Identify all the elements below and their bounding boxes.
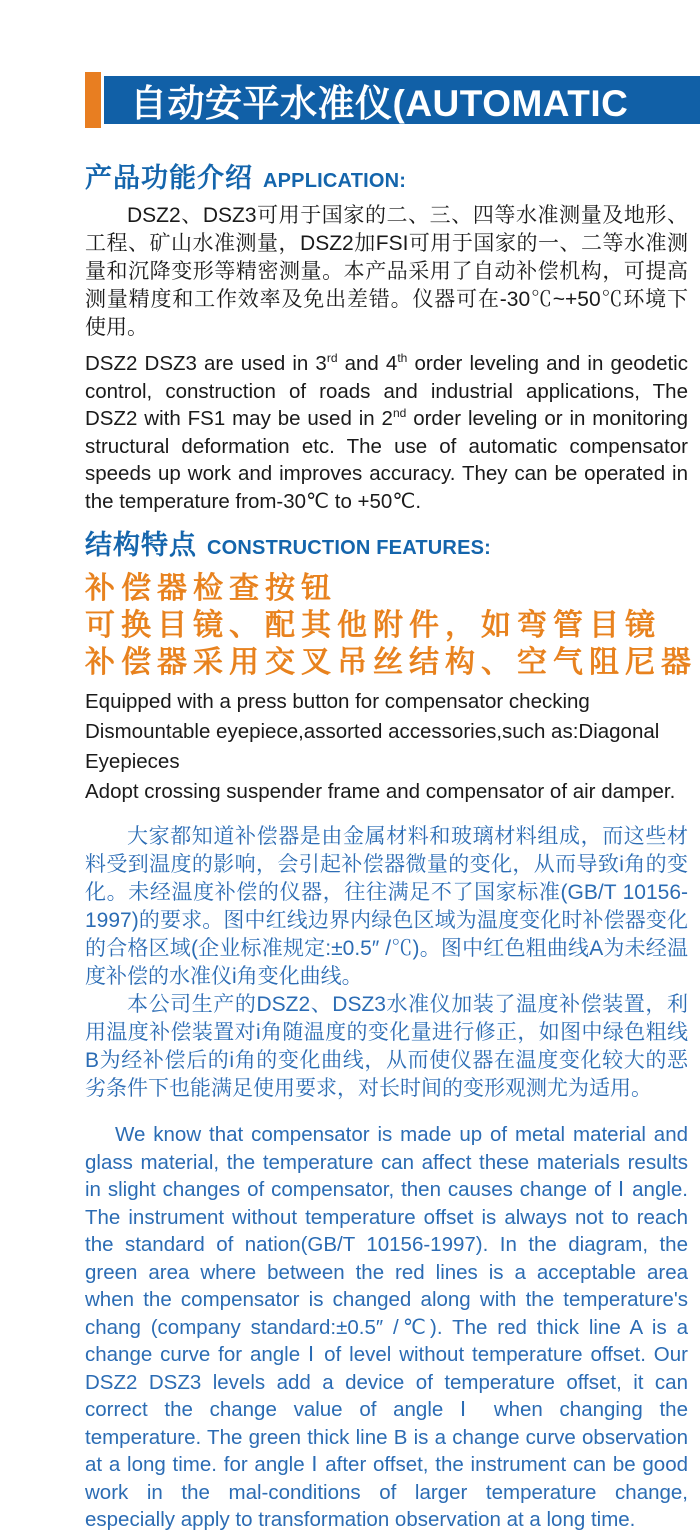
application-paragraph-en-sup3: nd: [392, 406, 407, 421]
application-paragraph-en-part3: order leveling and in geodetic control, construction of roads and industrial applications, The DSZ2 with FS1 may be used in 2: [85, 352, 688, 430]
header-bar: [85, 72, 700, 128]
feature-item-cn: 补偿器采用交叉吊丝结构、空气阻尼器: [85, 646, 697, 679]
construction-heading-en: CONSTRUCTION FEATURES:: [207, 537, 492, 559]
page-content: [85, 156, 697, 1534]
application-section-heading: [85, 156, 688, 195]
feature-item-cn: 补偿器检查按钮: [85, 572, 337, 605]
application-paragraph-en-sup2: th: [397, 351, 408, 366]
application-heading-cn: 产品功能介绍: [85, 163, 253, 193]
feature-list-cn: [85, 570, 697, 681]
compensator-paragraph-en: We know that compensator is made up of metal material and glass material, the temperature can affect these materials results in slight changes of compensator, then causes change of Ⅰ angle. The instrument without temperature offset is always not to reach the standard of nation(GB/T 10156-1997). In the diagram, the green area where between the red lines is a acceptable area when the compensator is changed along with the temperature's chang (company standard:±0.5″ /℃). The red thick line A is a change curve for angle Ⅰ of level without temperature offset. Our DSZ2 DSZ3 levels add a device of temperature offset, it can correct the change value of angle Ⅰ when changing the temperature. The green thick line B is a change curve observation at a long time. for angle Ⅰ after offset, the instrument can be good work in the mal-conditions of larger temperature change, especially apply to transformation observation at a long time.: [85, 1123, 688, 1531]
construction-heading-cn: 结构特点: [85, 530, 197, 560]
header-accent-block: [85, 72, 101, 128]
feature-item-cn: 可换目镜、配其他附件，如弯管目镜: [85, 609, 661, 642]
feature-item-en: Adopt crossing suspender frame and compensator of air damper.: [85, 780, 676, 803]
compensator-paragraph-cn-1: 大家都知道补偿器是由金属材料和玻璃材料组成，而这些材料受到温度的影响，会引起补偿器微量的变化，从而导致i角的变化。未经温度补偿的仪器，往往满足不了国家标准(GB/T 10156-1997)的要求。图中红线边界内绿色区域为温度变化时补偿器变化的合格区域(企业标准规定:±0.5″ /℃)。图中红色粗曲线A为未经温度补偿的水准仪i角变化曲线。: [85, 825, 688, 988]
page-title: 自动安平水准仪(AUTOMATIC: [130, 83, 629, 124]
construction-section-heading: [85, 523, 688, 562]
compensator-paragraph-cn-2: 本公司生产的DSZ2、DSZ3水准仪加装了温度补偿装置，利用温度补偿装置对i角随温度的变化量进行修正，如图中绿色粗线B为经补偿后的i角的变化曲线，从而使仪器在温度变化较大的恶劣条件下也能满足使用要求，对长时间的变形观测尤为适用。: [85, 993, 688, 1100]
feature-list-en: [85, 687, 688, 807]
application-paragraph-cn: DSZ2、DSZ3可用于国家的二、三、四等水准测量及地形、工程、矿山水准测量，DSZ2加FSI可用于国家的一、二等水准测量和沉降变形等精密测量。本产品采用了自动补偿机构，可提高测量精度和工作效率及免出差错。仪器可在-30℃~+50℃环境下使用。: [85, 204, 688, 339]
application-paragraph-en-sup1: rd: [326, 351, 338, 366]
application-paragraph-en-part1: DSZ2 DSZ3 are used in 3: [85, 352, 327, 375]
application-heading-en: APPLICATION:: [263, 170, 407, 192]
header-title-bar: [104, 76, 700, 124]
page-root: [0, 72, 700, 1534]
application-paragraph-en-part2: and 4: [337, 352, 398, 375]
feature-item-en: Dismountable eyepiece,assorted accessories,such as:Diagonal Eyepieces: [85, 720, 660, 773]
application-paragraph-en-part4: order leveling or in monitoring structural deformation etc. The use of automatic compensator speeds up work and improves accuracy. They can be operated in the temperature from-30℃ to +50℃.: [85, 407, 689, 513]
feature-item-en: Equipped with a press button for compensator checking: [85, 690, 590, 713]
compensator-description-cn: [85, 823, 688, 1103]
application-paragraph-en: [85, 350, 688, 515]
